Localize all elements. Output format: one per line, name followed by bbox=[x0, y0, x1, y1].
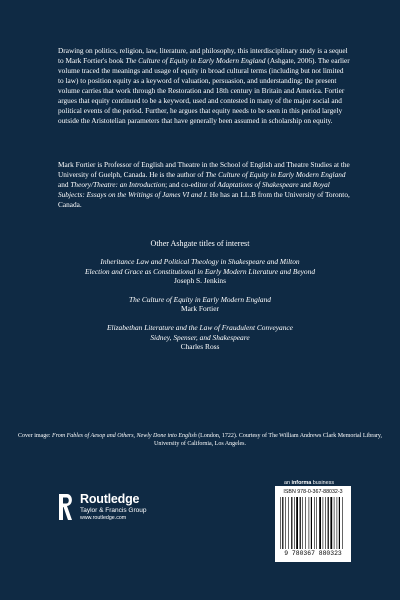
isbn-label: ISBN 978-0-367-88032-3 bbox=[283, 489, 343, 495]
title-author: Joseph S. Jenkins bbox=[174, 276, 226, 286]
bio-text: Mark Fortier is Professor of English and Theatre in the School of English and Theatre Studies at the University of Guelph, Canada. He is the author of bbox=[58, 160, 350, 179]
isbn-number: 9 780367 880323 bbox=[284, 550, 342, 557]
blurb-book-title: The Culture of Equity in Early Modern England bbox=[125, 56, 266, 65]
title-line: Sidney, Spenser, and Shakespeare bbox=[150, 332, 250, 342]
bio-title-3: Adaptations of Shakespeare bbox=[217, 180, 299, 189]
bio-title-1: The Culture of Equity in Early Modern England bbox=[205, 170, 346, 179]
publisher-url: www.routledge.com bbox=[80, 515, 127, 521]
publisher-name: Routledge bbox=[80, 492, 140, 506]
title-line: The Culture of Equity in Early Modern England bbox=[129, 294, 271, 304]
title-author: Charles Ross bbox=[180, 342, 220, 352]
bio-text-3: He has an LL.B from the University of Toronto, Canada. bbox=[58, 190, 350, 209]
list-item bbox=[0, 295, 400, 314]
title-line: Election and Grace as Constitutional in Early Modern Literature and Beyond bbox=[84, 266, 316, 276]
credit-text-2: University of California, Los Angeles. bbox=[154, 441, 246, 447]
isbn-barcode bbox=[275, 486, 351, 562]
bio-title-4: Royal Subjects: Essays on the Writings of James VI and I. bbox=[58, 180, 330, 199]
list-item bbox=[0, 257, 400, 286]
informa-suffix: business bbox=[311, 480, 335, 486]
blurb-text: Drawing on politics, religion, law, literature, and philosophy, this interdisciplinary study is a sequel to Mark Fortier's book bbox=[58, 46, 348, 65]
cover-image-credit bbox=[0, 432, 400, 448]
other-titles-heading: Other Ashgate titles of interest bbox=[150, 239, 250, 248]
credit-text: (London, 1722). Courtesy of The William Andrews Clark Memorial Library, bbox=[196, 433, 382, 439]
credit-source-title: From Fables of Aesop and Others, Newly Done into English bbox=[52, 433, 197, 439]
other-titles-list bbox=[0, 257, 400, 361]
credit-label: Cover image: bbox=[18, 433, 53, 439]
title-author: Mark Fortier bbox=[181, 304, 219, 314]
publisher-group: Taylor & Francis Group bbox=[80, 507, 147, 514]
title-line: Inheritance Law and Political Theology in Shakespeare and Milton bbox=[100, 257, 300, 266]
publisher-text bbox=[80, 493, 146, 522]
barcode-icon bbox=[279, 497, 347, 549]
routledge-r-icon bbox=[56, 491, 76, 523]
routledge-logo bbox=[56, 491, 176, 527]
informa-brand: informa bbox=[291, 480, 312, 486]
author-bio bbox=[58, 160, 350, 210]
bio-conjunction-2: and bbox=[298, 180, 313, 189]
bio-title-2: Theory/Theatre: an Introduction bbox=[70, 180, 166, 189]
bio-text-2: ; and co-editor of bbox=[165, 180, 218, 189]
list-item bbox=[0, 323, 400, 352]
title-line: Elizabethan Literature and the Law of Fraudulent Conveyance bbox=[107, 322, 293, 332]
blurb-text-continued: (Ashgate, 2006). The earlier volume traced the meanings and usage of equity in broad cultural terms (including but not limited to law) to position equity as a keyword of valuation, persuasion, and understanding; the present volume carries that work through the Restoration and 18th century in Britain and America. Fortier argues that equity continued to be a keyword, used and contested in many of the major social and political events of the period. Further, he argues that equity needs to be seen in this period largely outside the Aristotelian parameters that have generally been assumed in scholarship on equity. bbox=[58, 56, 350, 125]
description-paragraph bbox=[58, 46, 350, 126]
bio-conjunction: and bbox=[58, 180, 71, 189]
informa-prefix: an bbox=[284, 480, 292, 486]
